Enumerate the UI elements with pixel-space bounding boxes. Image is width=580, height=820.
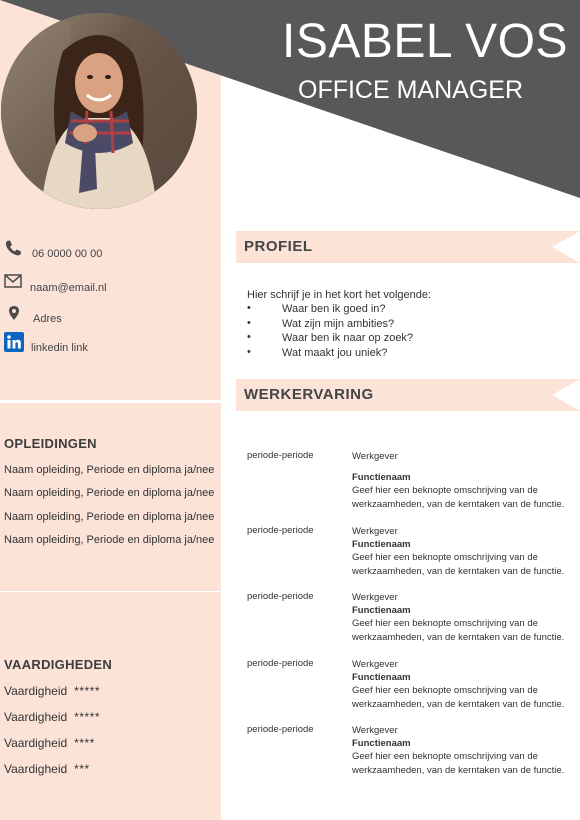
job-detail <box>352 525 580 578</box>
person-name: ISABEL VOS <box>281 15 568 68</box>
job-period: periode-periode <box>247 525 314 536</box>
contact-linkedin[interactable] <box>4 330 88 354</box>
job-description: Geef hier een beknopte omschrijving van de werkzaamheden, van de kerntaken van de functie. <box>352 618 565 643</box>
experience-section-header <box>236 379 580 411</box>
job-description: Geef hier een beknopte omschrijving van de werkzaamheden, van de kerntaken van de functie. <box>352 485 565 510</box>
job-period: periode-periode <box>247 450 314 461</box>
job-detail <box>352 450 580 511</box>
phone-number: 06 0000 00 00 <box>32 248 103 260</box>
profile-photo <box>1 13 197 209</box>
skill-label: Vaardigheid <box>4 736 68 750</box>
skill-label: Vaardigheid <box>4 684 68 698</box>
job-description: Geef hier een beknopte omschrijving van de werkzaamheden, van de kerntaken van de functie. <box>352 552 565 577</box>
job-detail <box>352 591 580 644</box>
contact-email <box>4 268 107 294</box>
skill-rating: **** <box>74 736 95 750</box>
sidebar-divider <box>0 400 221 403</box>
linkedin-icon[interactable] <box>4 332 24 352</box>
phone-icon <box>4 239 22 257</box>
skill-rating: ***** <box>74 710 101 724</box>
job-function: Functienaam <box>352 605 411 617</box>
job-period: periode-periode <box>247 658 314 669</box>
list-item: • Wat maakt jou uniek? <box>247 347 413 362</box>
job-function: Functienaam <box>352 539 411 551</box>
skill-label: Vaardigheid <box>4 710 68 724</box>
skill-label: Vaardigheid <box>4 762 68 776</box>
job-detail <box>352 658 580 711</box>
job-employer: Werkgever <box>352 592 398 603</box>
job-period: periode-periode <box>247 591 314 602</box>
list-item: • Wat zijn mijn ambities? <box>247 318 413 333</box>
envelope-icon <box>4 274 22 288</box>
job-description: Geef hier een beknopte omschrijving van de werkzaamheden, van de kerntaken van de functie. <box>352 751 565 776</box>
skill-rating: *** <box>74 762 90 776</box>
profile-intro: Hier schrijf je in het kort het volgende: <box>247 289 432 301</box>
linkedin-link[interactable]: linkedin link <box>31 342 88 354</box>
experience-heading: WERKERVARING <box>244 386 374 403</box>
education-item: Naam opleiding, Periode en diploma ja/nee <box>4 487 215 499</box>
education-item: Naam opleiding, Periode en diploma ja/nee <box>4 464 215 476</box>
job-employer: Werkgever <box>352 526 398 537</box>
education-heading: OPLEIDINGEN <box>4 436 97 451</box>
contact-phone <box>4 236 102 260</box>
profile-section-header <box>236 231 580 263</box>
skill-item <box>4 684 100 698</box>
job-employer: Werkgever <box>352 659 398 670</box>
job-function: Functienaam <box>352 472 411 484</box>
list-item: • Waar ben ik goed in? <box>247 303 413 318</box>
job-period: periode-periode <box>247 724 314 735</box>
list-item: • Waar ben ik naar op zoek? <box>247 332 413 347</box>
skill-item <box>4 710 100 724</box>
address: Adres <box>33 313 62 325</box>
skill-item <box>4 736 95 750</box>
skill-rating: ***** <box>74 684 101 698</box>
profile-list <box>247 303 413 361</box>
job-employer: Werkgever <box>352 451 398 462</box>
job-description: Geef hier een beknopte omschrijving van de werkzaamheden, van de kerntaken van de functie. <box>352 685 565 710</box>
job-employer: Werkgever <box>352 725 398 736</box>
profile-heading: PROFIEL <box>244 238 313 255</box>
job-function: Functienaam <box>352 738 411 750</box>
education-item: Naam opleiding, Periode en diploma ja/nee <box>4 511 215 523</box>
job-title: OFFICE MANAGER <box>298 76 524 104</box>
skills-heading: VAARDIGHEDEN <box>4 657 113 672</box>
skill-item <box>4 762 90 776</box>
email-address: naam@email.nl <box>30 282 107 294</box>
education-item: Naam opleiding, Periode en diploma ja/nee <box>4 534 215 546</box>
sidebar-divider <box>0 591 221 592</box>
job-function: Functienaam <box>352 672 411 684</box>
contact-address <box>4 301 62 325</box>
map-pin-icon <box>6 305 22 321</box>
job-detail <box>352 724 580 777</box>
